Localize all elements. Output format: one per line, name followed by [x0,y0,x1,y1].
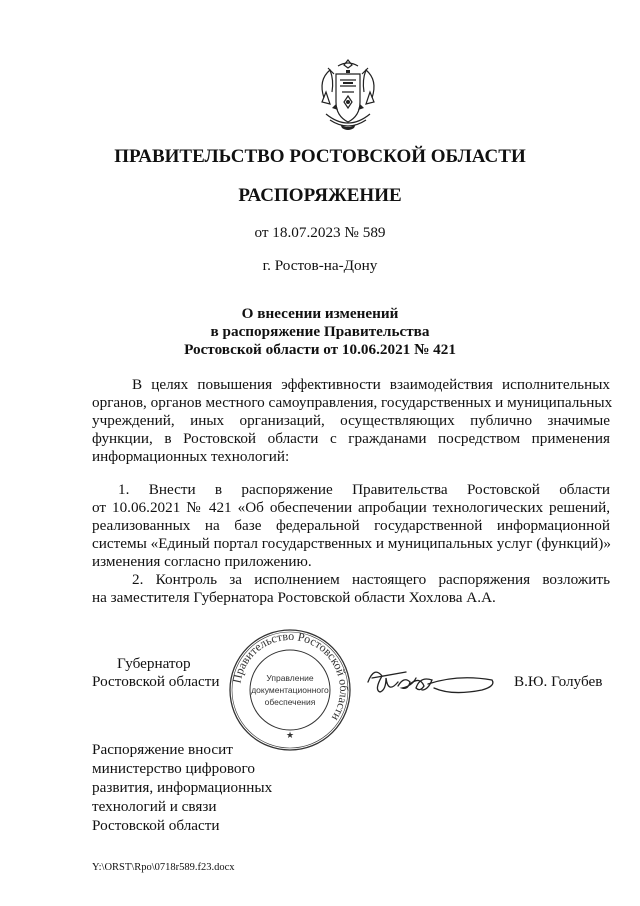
item2-line: 2. Контроль за исполнением настоящего распоряжения возложить [132,571,610,588]
preamble-line: органов, органов местного самоуправления, государственных и муниципальных [92,394,613,411]
official-stamp [228,628,352,752]
item2-line: на заместителя Губернатора Ростовской области Хохлова А.А. [92,589,496,606]
preamble-line: функции, в Ростовской области с гражданами посредством применения [92,430,610,447]
city: г. Ростов-на-Дону [262,257,378,274]
subject-line: О внесении изменений [241,305,399,322]
stamp-center-line: обеспечения [264,697,316,707]
signatory-name: В.Ю. Голубев [514,673,603,690]
government-title: ПРАВИТЕЛЬСТВО РОСТОВСКОЙ ОБЛАСТИ [114,146,526,167]
item1-line: реализованных на базе федеральной государственной информационной [92,517,610,534]
item1-line: системы «Единый портал государственных и муниципальных услуг (функций)» [92,535,611,552]
date-number: от 18.07.2023 № 589 [254,224,386,241]
svg-text:★: ★ [285,731,295,741]
submitted-by-line: министерство цифрового [92,760,255,777]
subject-line: Ростовской области от 10.06.2021 № 421 [184,341,456,358]
coat-of-arms-icon [316,58,380,134]
item1-line: 1. Внести в распоряжение Правительства Ростовской области [118,481,610,498]
stamp-center-line: документационного [251,685,329,695]
stamp-center-line: Управление [266,673,314,683]
item1-line: изменения согласно приложению. [92,553,312,570]
submitted-by-line: технологий и связи [92,798,217,815]
submitted-by-line: развития, информационных [92,779,273,796]
preamble-line: информационных технологий: [92,448,290,465]
submitted-by-line: Ростовской области [92,817,220,834]
signatory-position: Ростовской области [92,673,220,690]
subject-line: в распоряжение Правительства [210,323,430,340]
file-path: Y:\ORST\Rpo\0718r589.f23.docx [92,862,235,873]
preamble-line: В целях повышения эффективности взаимодействия исполнительных [132,376,610,393]
submitted-by-line: Распоряжение вносит [92,741,233,758]
document-type: РАСПОРЯЖЕНИЕ [238,185,402,206]
preamble-line: учреждений, иных организаций, осуществляющих публично значимые [92,412,610,429]
stamp-ring-text: Правительство Ростовской области [229,628,352,724]
handwritten-signature [362,660,498,700]
signatory-position: Губернатор [117,655,191,672]
item1-line: от 10.06.2021 № 421 «Об обеспечении апробации технологических решений, [92,499,610,516]
